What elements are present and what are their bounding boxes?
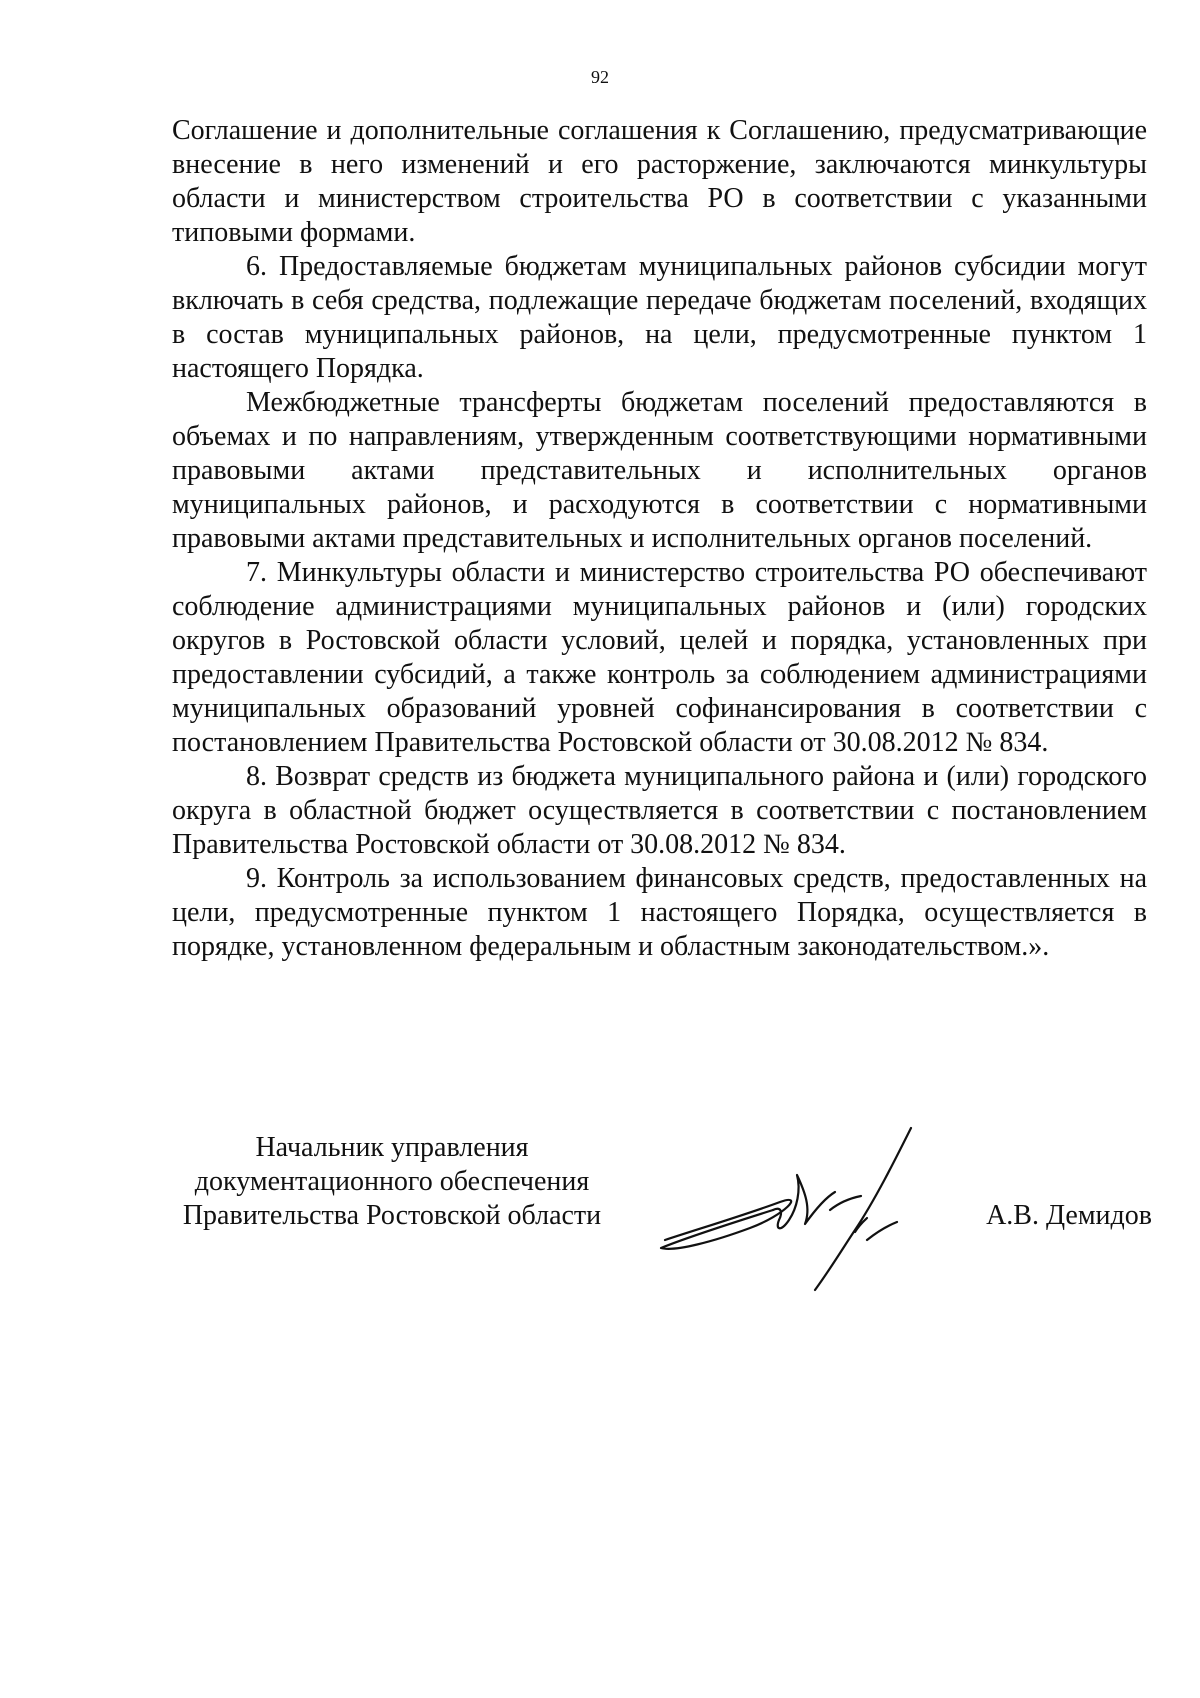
paragraph-agreement: Соглашение и дополнительные соглашения к Соглашению, предусматривающие внесение в него изменений и его расторжение, заключаются минкультуры области и министерством строительства РО в соответствии с указанными типовыми формами. xyxy=(172,115,1147,248)
signatory-title-line-2: документационного обеспечения xyxy=(194,1166,590,1197)
paragraph-item-6: 6. Предоставляемые бюджетам муниципальных районов субсидии могут включать в себя средства, подлежащие передаче бюджетам поселений, входящих в состав муниципальных районов, на цели, предусмотренные пунктом 1 настоящего Порядка. xyxy=(172,251,1147,384)
signatory-title-line-1: Начальник управления xyxy=(255,1132,529,1163)
paragraph-item-9: 9. Контроль за использованием финансовых средств, предоставленных на цели, предусмотренные пунктом 1 настоящего Порядка, осуществляется в порядке, установленном федеральным и областным законодательством.». xyxy=(172,863,1147,962)
paragraph-interbudget-transfers: Межбюджетные трансферты бюджетам поселений предоставляются в объемах и по направлениям, утвержденным соответствующими нормативными правовыми актами представительных и исполнительных органов муниципальных районов, и расходуются в соответствии с нормативными правовыми актами представительных и исполнительных органов поселений. xyxy=(172,387,1147,554)
paragraph-item-7: 7. Минкультуры области и министерство строительства РО обеспечивают соблюдение администрациями муниципальных районов и (или) городских округов в Ростовской области условий, целей и порядка, установленных при предоставлении субсидий, а также контроль за соблюдением администрациями муниципальных образований уровней софинансирования в соответствии с постановлением Правительства Ростовской области от 30.08.2012 № 834. xyxy=(172,557,1147,758)
paragraph-item-8: 8. Возврат средств из бюджета муниципального района и (или) городского округа в областной бюджет осуществляется в соответствии с постановлением Правительства Ростовской области от 30.08.2012 № 834. xyxy=(172,761,1147,860)
signatory-position xyxy=(172,1131,612,1233)
signatory-title-line-3: Правительства Ростовской области xyxy=(182,1200,602,1231)
handwritten-signature-icon xyxy=(655,1120,945,1295)
document-body xyxy=(172,114,1147,964)
page-number: 92 xyxy=(591,67,609,87)
signatory-name: А.В. Демидов xyxy=(986,1200,1152,1231)
